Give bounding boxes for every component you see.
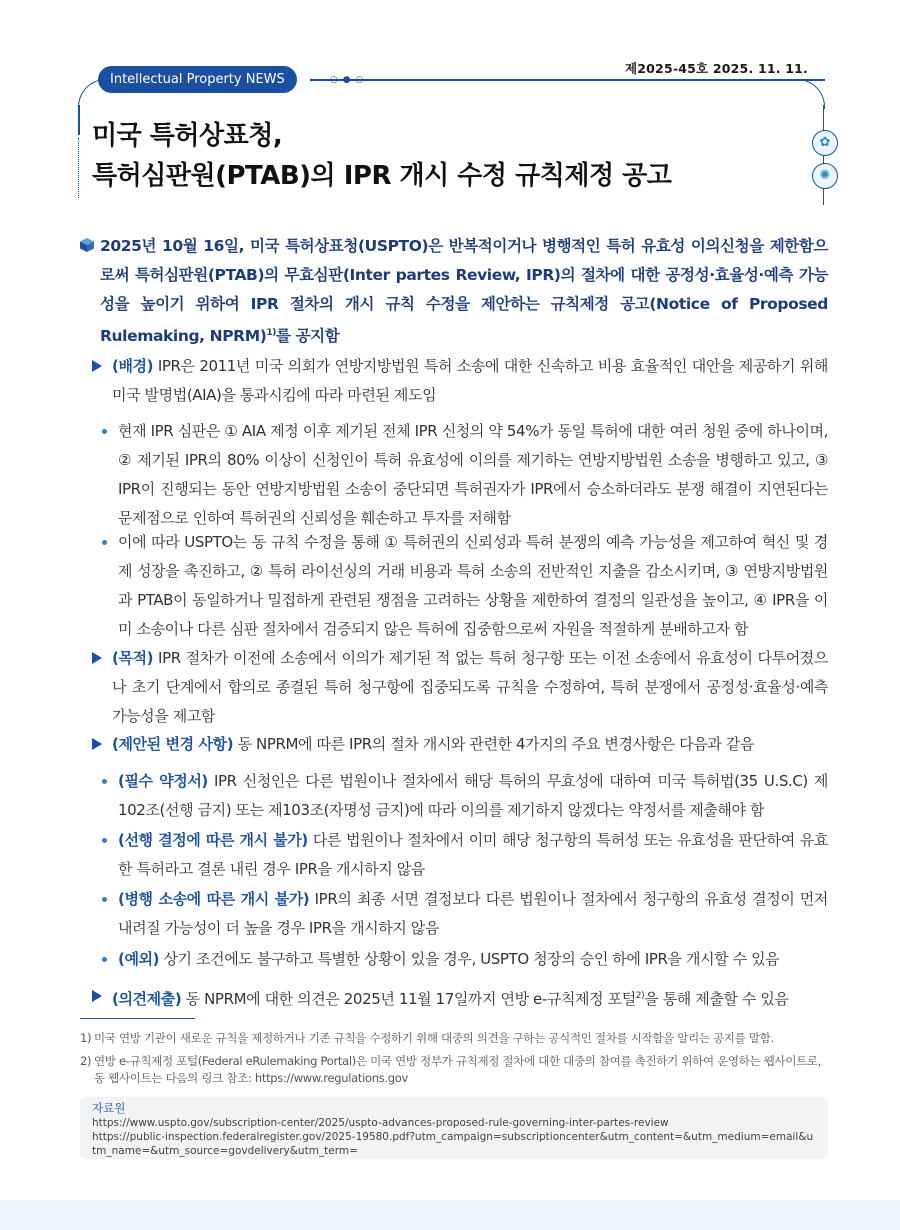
section-purpose: (목적) IPR 절차가 이전에 소송에서 이의가 제기된 적 없는 특허 청구항 또는 이전 소송에서 유효성이 다투어졌으나 초기 단계에서 합의로 종결된 특허 청구항에 집중되도록 규칙을 수정하여, 특허 분쟁에서 공정성·효율성·예측 가능성을 제고함: [92, 644, 828, 731]
title-line-1: 미국 특허상표청,: [92, 121, 283, 151]
footnote: 1) 미국 연방 기관이 새로운 규칙을 제정하거나 기존 규칙을 수정하기 위해 대중의 의견을 구하는 공식적인 절차를 시작함을 알리는 공지를 말함.: [80, 1031, 774, 1045]
bullet-dot-icon: [102, 779, 107, 784]
source-link[interactable]: https://www.uspto.gov/subscription-center/2025/uspto-advances-proposed-rule-governing-inter-partes-review: [92, 1117, 669, 1129]
list-item: (예외) 상기 조건에도 불구하고 특별한 상황이 있을 경우, USPTO 청장의 승인 하에 IPR을 개시할 수 있음: [100, 945, 828, 974]
section-label: (배경): [112, 357, 154, 375]
triangle-bullet-icon: [92, 738, 102, 750]
bullet-dot-icon: [102, 540, 107, 545]
frame-dots-decoration: ○ ● ○: [330, 75, 365, 85]
frame-top-line: [310, 79, 825, 81]
source-link[interactable]: https://public-inspection.federalregister.gov/2025-19580.pdf?utm_campaign=subscriptioncenter&utm_content=&utm_medium=email&utm_name=&utm_source=govdelivery&utm_term=: [92, 1131, 814, 1157]
list-item: (선행 결정에 따른 개시 불가) 다른 법원이나 절차에서 이미 해당 청구항의 특허성 또는 유효성을 판단하여 유효한 특허라고 결론 내린 경우 IPR을 개시하지 않음: [100, 826, 828, 884]
source-box: [80, 1097, 828, 1159]
list-item: 이에 따라 USPTO는 동 규칙 수정을 통해 ① 특허권의 신뢰성과 특허 분쟁의 예측 가능성을 제고하여 혁신 및 경제 성장을 촉진하고, ② 특허 라이선싱의 거래 비용과 특허 소송의 전반적인 지출을 감소시키며, ③ 연방지방법원과 PTAB이 동일하거나 밀접하게 관련된 쟁점을 고려하는 상황을 제한하여 결정의 일관성을 높이고, ④ IPR을 이미 소송이나 다른 심판 절차에서 검증되지 않은 특허에 집중함으로써 자원을 적절하게 분배하고자 함: [100, 528, 828, 644]
frame-left-line: [78, 105, 80, 135]
handshake-icon: ✺: [812, 163, 838, 189]
list-item: (병행 소송에 따른 개시 불가) IPR의 최종 서면 결정보다 다른 법원이나 절차에서 청구항의 유효성 결정이 먼저 내려질 가능성이 더 높을 경우 IPR을 개시하지 않음: [100, 885, 828, 943]
lead-paragraph: [80, 232, 828, 351]
footnote: 2) 연방 e-규칙제정 포털(Federal eRulemaking Portal)은 미국 연방 정부가 규칙제정 절차에 대한 대중의 참여를 촉진하기 위하여 운영하는 웹사이트로, 동 웹사이트는 다음의 링크 참조: https://www.regulations.gov: [80, 1054, 822, 1085]
section-label: (제안된 변경 사항): [112, 735, 234, 753]
newsletter-badge: Intellectual Property NEWS: [98, 66, 297, 93]
section-comments: (의견제출) 동 NPRM에 대한 의견은 2025년 11월 17일까지 연방 e-규칙제정 포털$^{2)}$을 통해 제출할 수 있음: [92, 982, 828, 1014]
triangle-bullet-icon: [92, 360, 102, 372]
footnote-divider: [80, 1018, 195, 1019]
globe-icon: ✿: [812, 130, 838, 156]
list-item: 현재 IPR 심판은 ① AIA 제정 이후 제기된 전체 IPR 신청의 약 54%가 동일 특허에 대한 여러 청원 중에 하나이며, ② 제기된 IPR의 80% 이상이 신청인이 특허 유효성에 이의를 제기하는 연방지방법원 소송을 병행하고 있고, ③ IPR이 진행되는 동안 연방지방법원 소송이 중단되면 특허권자가 IPR에서 승소하더라도 분쟁 해결이 지연된다는 문제점으로 인하여 특허권의 신뢰성을 훼손하고 투자를 저해함: [100, 417, 828, 533]
list-item: (필수 약정서) IPR 신청인은 다른 법원이나 절차에서 해당 특허의 무효성에 대하여 미국 특허법(35 U.S.C) 제102조(선행 금지) 또는 제103조(자명성 금지)에 따라 이의를 제기하지 않겠다는 약정서를 제출해야 함: [100, 767, 828, 825]
bullet-dot-icon: [102, 838, 107, 843]
section-label: (목적): [112, 649, 154, 667]
cube-icon: [80, 238, 94, 252]
lead-text: 2025년 10월 16일, 미국 특허상표청(USPTO)은 반복적이거나 병행적인 특허 유효성 이의신청을 제한함으로써 특허심판원(PTAB)의 무효심판(Inter partes Review, IPR)의 절차에 대한 공정성·효율성·예측 가능성을 높이기 위하여 IPR 절차의 개시 규칙 수정을 제안하는 규칙제정 공고(Notice of Proposed Rulemaking, NPRM)$^{1)}$를 공지함: [100, 237, 828, 346]
bullet-dot-icon: [102, 429, 107, 434]
bullet-dot-icon: [102, 957, 107, 962]
source-title: 자료원: [92, 1101, 126, 1115]
frame-left-dots: [78, 138, 80, 198]
triangle-bullet-icon: [92, 652, 102, 664]
section-background: (배경) IPR은 2011년 미국 의회가 연방지방법원 특허 소송에 대한 신속하고 비용 효율적인 대안을 제공하기 위해 미국 발명법(AIA)을 통과시킴에 따라 마련된 제도임: [92, 352, 828, 410]
section-label: (의견제출): [112, 990, 182, 1008]
bullet-dot-icon: [102, 897, 107, 902]
issue-number: 제2025-45호 2025. 11. 11.: [624, 61, 808, 76]
triangle-bullet-icon: [92, 990, 102, 1002]
section-changes: (제안된 변경 사항) 동 NPRM에 따른 IPR의 절차 개시와 관련한 4가지의 주요 변경사항은 다음과 같음: [92, 730, 828, 759]
title-line-2: 특허심판원(PTAB)의 IPR 개시 수정 규칙제정 공고: [92, 161, 672, 191]
page-title: [92, 116, 671, 196]
